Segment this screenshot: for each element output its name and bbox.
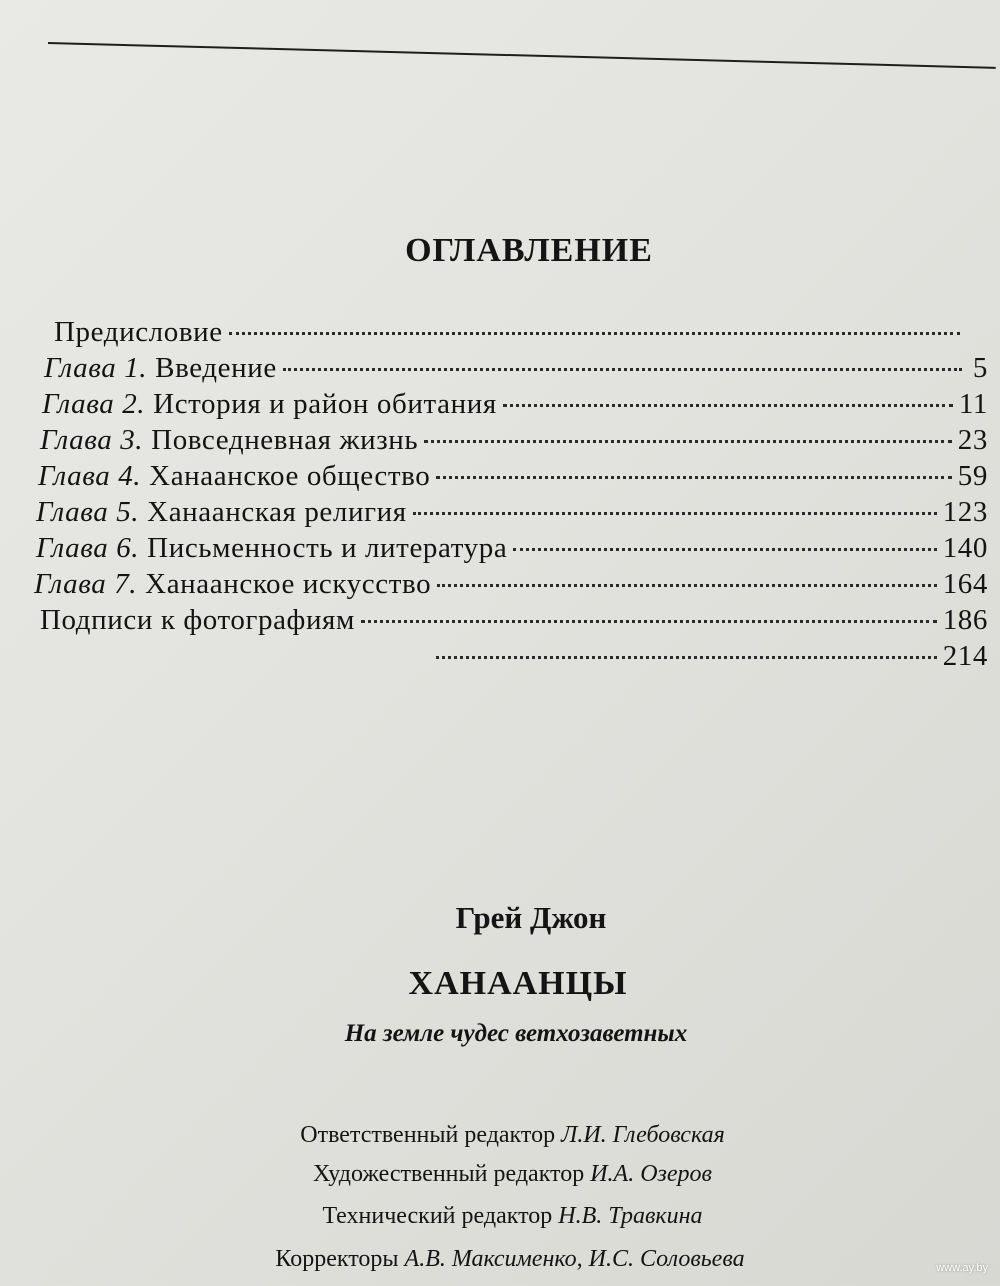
toc-entry-chapter-1 [44, 352, 988, 386]
toc-leader-dots [503, 404, 953, 407]
credit-line [0, 1203, 1000, 1230]
toc-leader-dots [361, 620, 937, 623]
credit-line [0, 1122, 1000, 1149]
toc-entry-title: История и район обитания [153, 388, 497, 420]
toc-entry-title: Ханаанское искусство [145, 568, 432, 600]
toc-entry-prefix: Глава 6. [36, 532, 140, 564]
toc-entry-chapter-3 [40, 424, 988, 458]
toc-entry-preface [46, 316, 986, 350]
toc-entry-title: Подписи к фотографиям [40, 604, 355, 636]
toc-entry-chapter-6 [36, 532, 988, 566]
credit-name: А.В. Максименко, И.С. Соловьева [404, 1246, 745, 1272]
toc-entry-title: Письменность и литература [147, 532, 508, 564]
toc-entry-title: Предисловие [54, 316, 223, 348]
toc-entry-prefix: Глава 2. [42, 388, 146, 420]
credit-line [0, 1246, 1000, 1273]
toc-entry-page: 5 [972, 352, 988, 384]
toc-entry-prefix: Глава 5. [36, 496, 140, 528]
toc-entry-chapter-5 [36, 496, 988, 530]
toc-leader-dots [436, 476, 951, 479]
credit-role: Технический редактор [322, 1203, 553, 1229]
credit-line [0, 1161, 1000, 1188]
toc-entry-prefix: Глава 4. [38, 460, 142, 492]
toc-entry-page: 11 [958, 388, 988, 420]
toc-entry-chapter-2 [42, 388, 988, 422]
book-subtitle: На земле чудес ветхозаветных [344, 1020, 688, 1047]
toc-entry-prefix: Глава 1. [44, 352, 148, 384]
toc-leader-dots [436, 656, 937, 659]
toc-entry-title: Ханаанская религия [147, 496, 407, 528]
credit-name: И.А. Озеров [590, 1161, 712, 1187]
toc-entry-page: 214 [942, 640, 988, 672]
toc-entry-chapter-4 [38, 460, 988, 494]
toc-entry-page: 164 [942, 568, 988, 600]
header-rule [48, 42, 996, 69]
toc-entry-page: 59 [957, 460, 988, 492]
credit-name: Л.И. Глебовская [561, 1122, 725, 1148]
book-author: Грей Джон [455, 900, 607, 935]
toc-leader-dots [437, 584, 936, 587]
book-title: ХАНААНЦЫ [408, 965, 628, 1002]
credit-role: Ответственный редактор [300, 1122, 556, 1148]
toc-entry-page: 140 [942, 532, 988, 564]
credit-role: Корректоры [275, 1246, 399, 1272]
toc-entry-page: 123 [942, 496, 988, 528]
toc-entry-page: 186 [942, 604, 988, 636]
toc-leader-dots [413, 512, 937, 515]
toc-leader-dots [229, 332, 960, 335]
toc-entry-chapter-7 [34, 568, 988, 602]
toc-entry-title: Ханаанское общество [149, 460, 431, 492]
toc-leader-dots [424, 440, 952, 443]
toc-entry-continuation [430, 640, 988, 674]
toc-entry-prefix: Глава 7. [34, 568, 138, 600]
toc-leader-dots [513, 548, 936, 551]
watermark: www.ay.by [936, 1262, 988, 1274]
toc-entry-title: Введение [155, 352, 277, 384]
toc-entry-page: 23 [957, 424, 988, 456]
toc-leader-dots [283, 368, 962, 371]
toc-entry-title: Повседневная жизнь [151, 424, 419, 456]
toc-entry-captions [32, 604, 988, 638]
toc-title: ОГЛАВЛЕНИЕ [405, 232, 653, 269]
toc-entry-prefix: Глава 3. [40, 424, 144, 456]
credit-role: Художественный редактор [313, 1161, 585, 1187]
credit-name: Н.В. Травкина [558, 1203, 703, 1229]
